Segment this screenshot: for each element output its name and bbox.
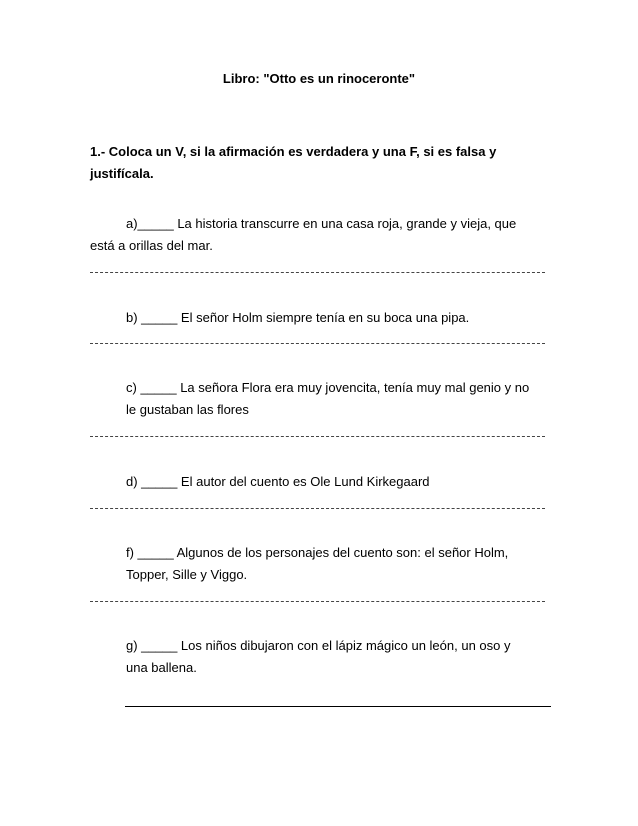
question-c-line-2: le gustaban las flores [126, 402, 249, 417]
question-b-line-1: b) _____ El señor Holm siempre tenía en su boca una pipa. [126, 310, 470, 325]
question-d-line-1: d) _____ El autor del cuento es Ole Lund Kirkegaard [126, 474, 430, 489]
question-g-line-1: g) _____ Los niños dibujaron con el lápiz mágico un león, un oso y [126, 638, 511, 653]
answer-line-c[interactable] [90, 436, 545, 437]
answer-line-d[interactable] [90, 508, 545, 509]
answer-line-g[interactable] [125, 706, 551, 707]
question-c-line-1: c) _____ La señora Flora era muy jovencita, tenía muy mal genio y no [126, 380, 530, 395]
answer-line-f[interactable] [90, 601, 545, 602]
answer-line-a[interactable] [90, 272, 545, 273]
question-g-line-2: una ballena. [126, 660, 197, 675]
instruction-line-1: 1.- Coloca un V, si la afirmación es verdadera y una F, si es falsa y [90, 144, 497, 159]
question-a-line-2: está a orillas del mar. [90, 238, 213, 253]
page-title: Libro: "Otto es un rinoceronte" [222, 71, 416, 86]
question-f-line-1: f) _____ Algunos de los personajes del cuento son: el señor Holm, [126, 545, 509, 560]
instruction-line-2: justifícala. [90, 166, 154, 181]
answer-line-b[interactable] [90, 343, 545, 344]
question-a-line-1: a)_____ La historia transcurre en una casa roja, grande y vieja, que [126, 216, 517, 231]
question-f-line-2: Topper, Sille y Viggo. [126, 567, 248, 582]
